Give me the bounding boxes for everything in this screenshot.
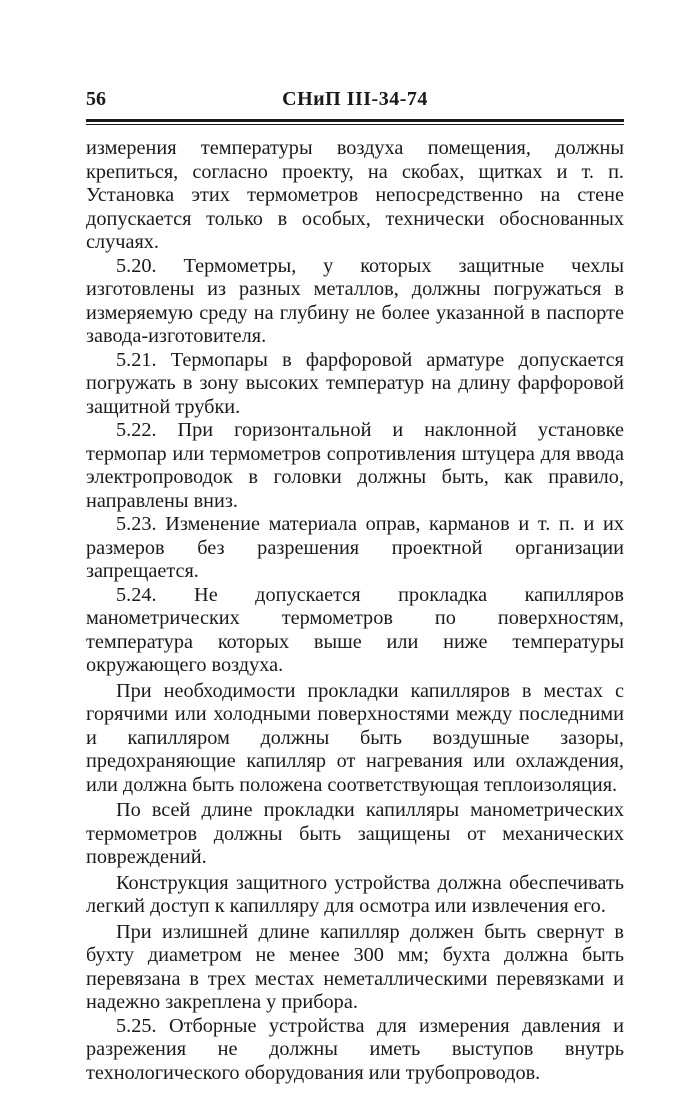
page-number: 56 [86,88,106,110]
page-header [86,88,624,118]
paragraph-5-24: 5.24. Не допускается прокладка капилляров манометрических термометров по поверхностям, температура которых выше или ниже температуры окружающего воздуха. [86,583,624,676]
paragraph-5-20: 5.20. Термометры, у которых защитные чехлы изготовлены из разных металлов, должны погружаться в измеряемую среду на глубину не более указанной в паспорте завода-изготовителя. [86,254,624,347]
paragraph-continuation: измерения температуры воздуха помещения, должны крепиться, согласно проекту, на скобах, щитках и т. п. Установка этих термометров непосредственно на стене допускается только в особых, технически обоснованных случаях. [86,137,624,253]
header-rule-thick [86,119,624,122]
paragraph-capillary-protection: По всей длине прокладки капилляры манометрических термометров должны быть защищены от механических повреждений. [86,799,624,868]
running-title: СНиП III-34-74 [282,88,428,110]
paragraph-5-22: 5.22. При горизонтальной и наклонной установке термопар или термометров сопротивления штуцера для ввода электропроводок в головки должны быть, как правило, направлены вниз. [86,419,624,512]
header-rule-thin [86,124,624,125]
paragraph-capillary-coil: При излишней длине капилляр должен быть свернут в бухту диаметром не менее 300 мм; бухта должна быть перевязана в трех местах неметаллическими перевязками и надежно закреплена у прибора. [86,920,624,1013]
body-text [86,137,624,1085]
paragraph-protective-device: Конструкция защитного устройства должна обеспечивать легкий доступ к капилляру для осмотра или извлечения его. [86,871,624,917]
paragraph-5-21: 5.21. Термопары в фарфоровой арматуре допускается погружать в зону высоких температур на длину фарфоровой защитной трубки. [86,348,624,418]
paragraph-capillary-gaps: При необходимости прокладки капилляров в местах с горячими или холодными поверхностями между последними и капилляром должны быть воздушные зазоры, предохраняющие капилляр от нагревания или охлаждения, или должна быть положена соответствующая теплоизоляция. [86,679,624,796]
paragraph-5-23: 5.23. Изменение материала оправ, карманов и т. п. и их размеров без разрешения проектной организации запрещается. [86,513,624,582]
paragraph-5-25: 5.25. Отборные устройства для измерения давления и разрежения не должны иметь выступов внутрь технологического оборудования или трубопроводов. [86,1014,624,1084]
